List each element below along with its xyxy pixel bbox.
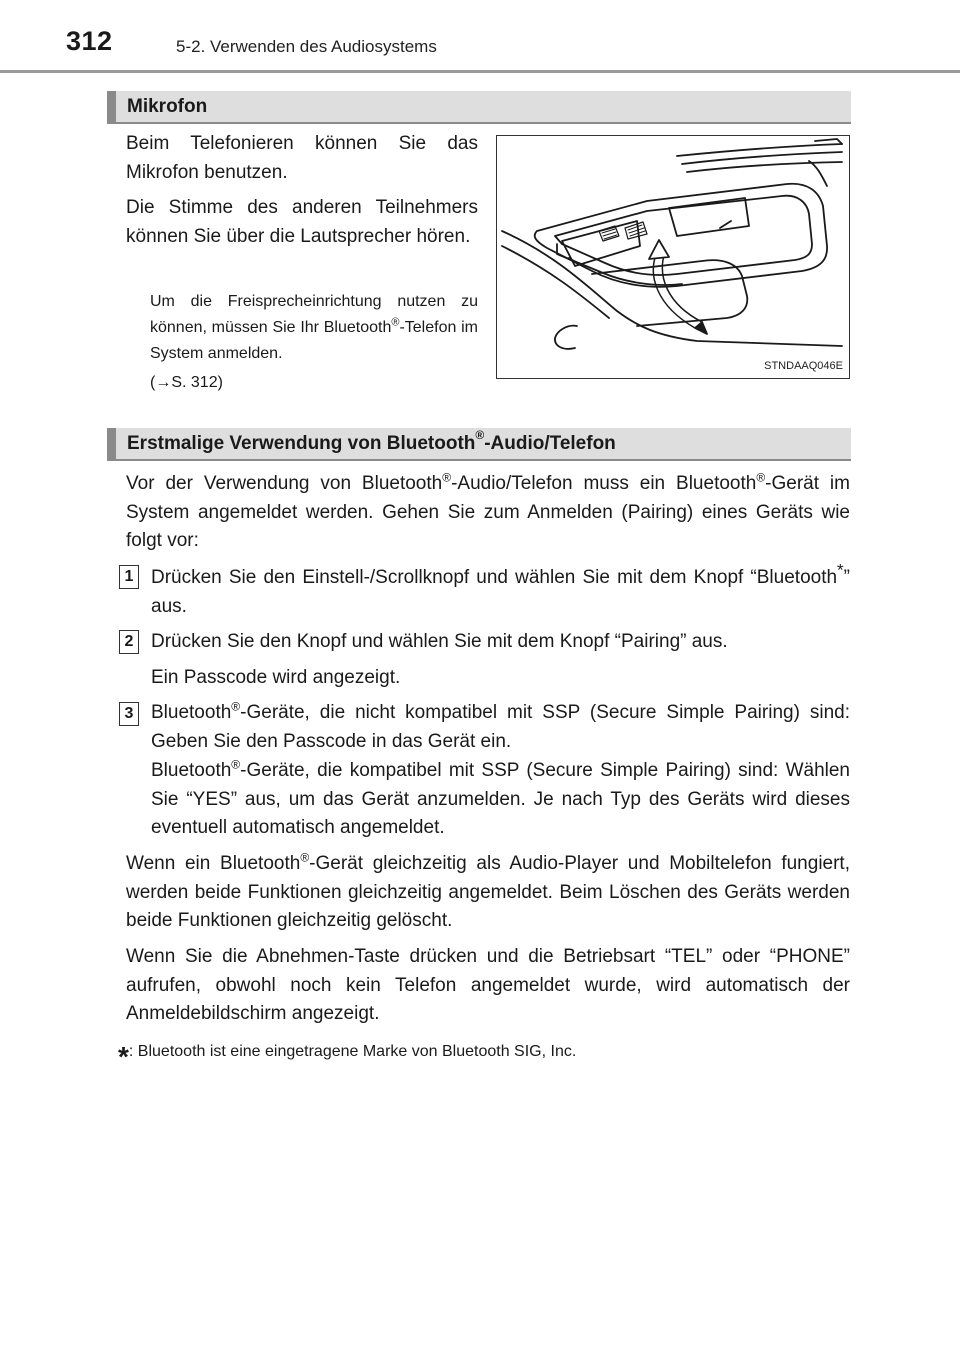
overhead-console-drawing [497,136,848,377]
figure-code: STNDAAQ046E [764,360,843,372]
trademark-footnote: *: Bluetooth ist eine eingetragene Marke von Bluetooth SIG, Inc. [118,1041,577,1072]
page-reference: (→S. 312) [150,374,223,391]
phone-mode-paragraph: Wenn Sie die Abnehmen-Taste drücken und die Betriebsart “TEL” oder “PHONE” aufrufen, obwohl noch kein Telefon angemeldet wurde, wird automatisch der Anmeldebildschirm angezeigt. [126,946,850,1024]
breadcrumb: 5-2. Verwenden des Audiosystems [176,37,437,56]
audio-player-paragraph: Wenn ein Bluetooth®-Gerät gleichzeitig als Audio-Player und Mobiltelefon fungiert, werden beide Funktionen gleichzeitig angemeldet. Beim Löschen des Geräts werden beide Funktionen gleichzeitig gelöscht. [126,850,850,931]
section-header-mikrofon [107,91,851,124]
step-number-1: 1 [119,565,139,589]
bluetooth-intro-paragraph: Vor der Verwendung von Bluetooth®-Audio/Telefon muss ein Bluetooth®-Gerät im System angemeldet werden. Gehen Sie zum Anmelden (Pairing) eines Geräts wie folgt vor: [126,470,850,551]
mikrofon-paragraph-1: Beim Telefonieren können Sie das Mikrofon benutzen. [126,133,478,183]
mikrofon-paragraph-2: Die Stimme des anderen Teilnehmers können Sie über die Lautsprecher hören. [126,197,478,247]
step-number-2: 2 [119,630,139,654]
section-header-bluetooth [107,428,851,461]
bluetooth-registration-note: Um die Freisprecheinrichtung nutzen zu können, müssen Sie Ihr Bluetooth®-Telefon im System anmelden. [150,293,478,362]
step-2-result: Ein Passcode wird angezeigt. [151,667,401,688]
header-rule [0,70,960,73]
section-header-bar [107,428,116,461]
section-header-bar [107,91,116,124]
section-title-bluetooth: Erstmalige Verwendung von Bluetooth®-Audio/Telefon [127,427,616,454]
page-number: 312 [66,26,113,56]
step-3-non-ssp-text: Bluetooth®-Geräte, die nicht kompatibel mit SSP (Secure Simple Pairing) sind: Geben Sie den Passcode in das Gerät ein. [151,699,850,752]
microphone-illustration [496,135,850,379]
section-title-mikrofon: Mikrofon [127,96,208,117]
step-1-text: Drücken Sie den Einstell-/Scrollknopf und wählen Sie mit dem Knopf “Bluetooth*” aus. [151,560,850,617]
step-3-ssp-text: Bluetooth®-Geräte, die kompatibel mit SSP (Secure Simple Pairing) sind: Wählen Sie “YES” aus, um das Gerät anzumelden. Je nach Typ des Geräts wird dieses eventuell automatisch angemeldet. [151,757,850,838]
step-2-text: Drücken Sie den Knopf und wählen Sie mit dem Knopf “Pairing” aus. [151,631,728,652]
step-number-3: 3 [119,702,139,726]
